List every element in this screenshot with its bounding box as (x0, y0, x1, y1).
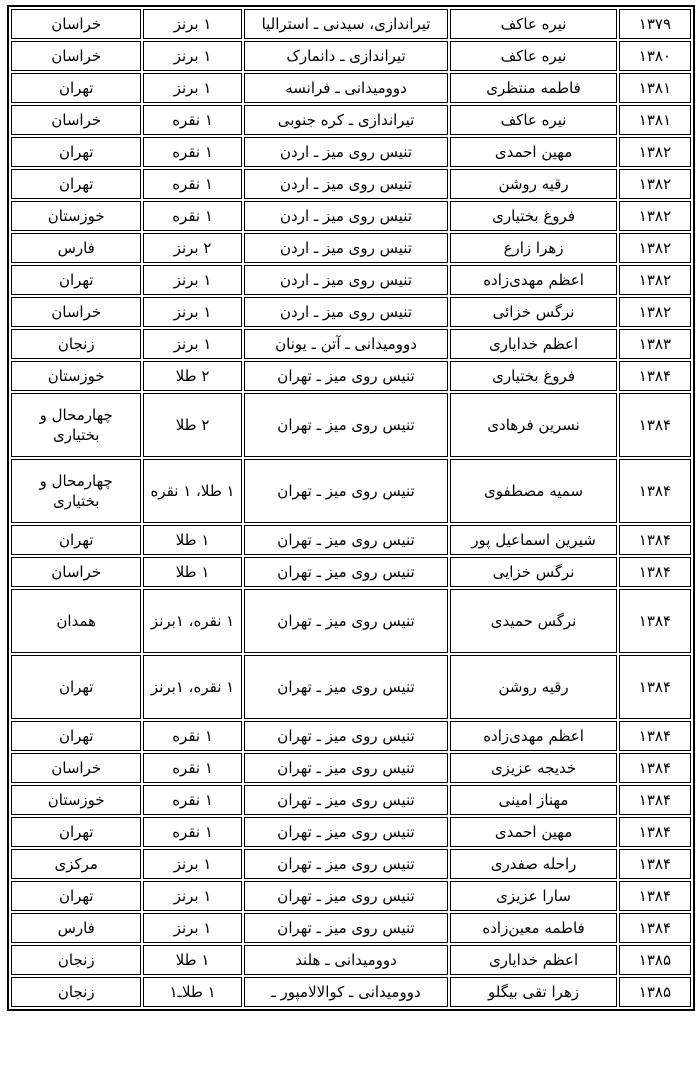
cell-event-location: تنیس روی میز ـ اردن (244, 265, 449, 295)
cell-athlete-name: خدیجه عزیزی (450, 753, 616, 783)
cell-year: ۱۳۸۴ (619, 525, 691, 555)
cell-year: ۱۳۸۴ (619, 721, 691, 751)
athlete-medals-table-body (11, 9, 691, 1007)
table-row (11, 361, 691, 391)
cell-medal: ۱ نقره (143, 721, 241, 751)
table-row (11, 169, 691, 199)
cell-province: تهران (11, 525, 141, 555)
cell-medal: ۱ برنز (143, 41, 241, 71)
cell-athlete-name: فاطمه منتظری (450, 73, 616, 103)
cell-year: ۱۳۸۴ (619, 361, 691, 391)
cell-athlete-name: نیره عاکف (450, 9, 616, 39)
cell-athlete-name: سارا عزیزی (450, 881, 616, 911)
cell-province: تهران (11, 73, 141, 103)
table-row (11, 297, 691, 327)
cell-event-location: تنیس روی میز ـ تهران (244, 913, 449, 943)
cell-province: همدان (11, 589, 141, 653)
cell-province: چهارمحال و بختیاری (11, 459, 141, 523)
cell-medal: ۱ برنز (143, 881, 241, 911)
cell-year: ۱۳۸۵ (619, 945, 691, 975)
cell-year: ۱۳۸۴ (619, 393, 691, 457)
cell-event-location: تنیس روی میز ـ تهران (244, 393, 449, 457)
cell-province: فارس (11, 913, 141, 943)
table-row (11, 525, 691, 555)
cell-medal: ۱ برنز (143, 849, 241, 879)
table-row (11, 201, 691, 231)
table-row (11, 41, 691, 71)
cell-event-location: تنیس روی میز ـ اردن (244, 169, 449, 199)
cell-event-location: تنیس روی میز ـ اردن (244, 137, 449, 167)
cell-event-location: دوومیدانی ـ هلند (244, 945, 449, 975)
cell-year: ۱۳۸۴ (619, 655, 691, 719)
cell-athlete-name: سمیه مصطفوی (450, 459, 616, 523)
cell-year: ۱۳۸۴ (619, 459, 691, 523)
table-row (11, 105, 691, 135)
cell-athlete-name: مهناز امینی (450, 785, 616, 815)
cell-event-location: دوومیدانی ـ کوالالامپور ـ (244, 977, 449, 1007)
table-row (11, 753, 691, 783)
cell-year: ۱۳۸۲ (619, 265, 691, 295)
cell-medal: ۱ طلا (143, 945, 241, 975)
cell-province: فارس (11, 233, 141, 263)
cell-province: تهران (11, 169, 141, 199)
cell-event-location: تنیس روی میز ـ اردن (244, 201, 449, 231)
cell-medal: ۱ نقره (143, 785, 241, 815)
cell-athlete-name: نرگس خزایی (450, 557, 616, 587)
cell-event-location: تنیس روی میز ـ تهران (244, 721, 449, 751)
cell-year: ۱۳۷۹ (619, 9, 691, 39)
table-row (11, 73, 691, 103)
cell-year: ۱۳۸۴ (619, 589, 691, 653)
cell-event-location: تنیس روی میز ـ تهران (244, 361, 449, 391)
cell-year: ۱۳۸۲ (619, 137, 691, 167)
cell-athlete-name: نیره عاکف (450, 41, 616, 71)
table-row (11, 137, 691, 167)
cell-medal: ۱ نقره (143, 201, 241, 231)
cell-medal: ۱ طلا (143, 557, 241, 587)
cell-year: ۱۳۸۲ (619, 297, 691, 327)
cell-province: تهران (11, 137, 141, 167)
cell-athlete-name: اعظم مهدی‌زاده (450, 265, 616, 295)
cell-medal: ۱ برنز (143, 913, 241, 943)
cell-event-location: تنیس روی میز ـ تهران (244, 785, 449, 815)
cell-event-location: تنیس روی میز ـ تهران (244, 817, 449, 847)
cell-event-location: تنیس روی میز ـ تهران (244, 881, 449, 911)
cell-province: تهران (11, 817, 141, 847)
table-row (11, 945, 691, 975)
cell-province: زنجان (11, 329, 141, 359)
cell-athlete-name: مهین احمدی (450, 817, 616, 847)
cell-athlete-name: فاطمه معین‌زاده (450, 913, 616, 943)
table-row (11, 655, 691, 719)
cell-province: خوزستان (11, 785, 141, 815)
cell-year: ۱۳۸۴ (619, 849, 691, 879)
table-row (11, 817, 691, 847)
table-row (11, 721, 691, 751)
cell-medal: ۱ نقره (143, 169, 241, 199)
cell-province: تهران (11, 655, 141, 719)
cell-medal: ۱ برنز (143, 329, 241, 359)
cell-province: خراسان (11, 557, 141, 587)
table-row (11, 329, 691, 359)
table-row (11, 459, 691, 523)
cell-event-location: تنیس روی میز ـ تهران (244, 589, 449, 653)
cell-athlete-name: اعظم مهدی‌زاده (450, 721, 616, 751)
cell-medal: ۱ نقره (143, 817, 241, 847)
table-row (11, 9, 691, 39)
cell-year: ۱۳۸۴ (619, 753, 691, 783)
cell-medal: ۱ برنز (143, 297, 241, 327)
cell-year: ۱۳۸۴ (619, 785, 691, 815)
cell-province: تهران (11, 881, 141, 911)
cell-medal: ۱ طلا، ۱ نقره (143, 459, 241, 523)
cell-athlete-name: اعظم خدایاری (450, 329, 616, 359)
table-row (11, 589, 691, 653)
cell-event-location: تیراندازی، سیدنی ـ استرالیا (244, 9, 449, 39)
cell-medal: ۱ نقره (143, 137, 241, 167)
cell-medal: ۱ برنز (143, 73, 241, 103)
table-row (11, 881, 691, 911)
cell-province: خوزستان (11, 361, 141, 391)
cell-medal: ۲ طلا (143, 393, 241, 457)
table-row (11, 557, 691, 587)
cell-event-location: تنیس روی میز ـ اردن (244, 297, 449, 327)
cell-athlete-name: اعظم خدایاری (450, 945, 616, 975)
cell-year: ۱۳۸۱ (619, 105, 691, 135)
table-row (11, 233, 691, 263)
table-row (11, 849, 691, 879)
cell-athlete-name: فروغ بختیاری (450, 201, 616, 231)
cell-province: تهران (11, 265, 141, 295)
cell-province: زنجان (11, 945, 141, 975)
cell-province: زنجان (11, 977, 141, 1007)
cell-event-location: دوومیدانی ـ آتن ـ یونان (244, 329, 449, 359)
cell-athlete-name: نیره عاکف (450, 105, 616, 135)
cell-event-location: تنیس روی میز ـ تهران (244, 655, 449, 719)
cell-medal: ۱ طلاـ۱ (143, 977, 241, 1007)
cell-event-location: تنیس روی میز ـ اردن (244, 233, 449, 263)
cell-year: ۱۳۸۴ (619, 881, 691, 911)
table-row (11, 977, 691, 1007)
table-row (11, 913, 691, 943)
cell-province: چهارمحال و بختیاری (11, 393, 141, 457)
cell-event-location: تیراندازی ـ کره جنوبی (244, 105, 449, 135)
cell-province: تهران (11, 721, 141, 751)
cell-year: ۱۳۸۵ (619, 977, 691, 1007)
cell-year: ۱۳۸۲ (619, 169, 691, 199)
cell-athlete-name: نسرین فرهادی (450, 393, 616, 457)
cell-province: خوزستان (11, 201, 141, 231)
cell-medal: ۱ طلا (143, 525, 241, 555)
cell-event-location: تنیس روی میز ـ تهران (244, 459, 449, 523)
table-row (11, 785, 691, 815)
cell-province: مرکزی (11, 849, 141, 879)
cell-medal: ۱ نقره (143, 753, 241, 783)
cell-province: خراسان (11, 9, 141, 39)
cell-medal: ۱ برنز (143, 9, 241, 39)
cell-year: ۱۳۸۰ (619, 41, 691, 71)
cell-year: ۱۳۸۲ (619, 233, 691, 263)
cell-medal: ۱ نقره، ۱برنز (143, 589, 241, 653)
cell-medal: ۲ برنز (143, 233, 241, 263)
cell-event-location: تنیس روی میز ـ تهران (244, 753, 449, 783)
cell-event-location: تنیس روی میز ـ تهران (244, 525, 449, 555)
cell-year: ۱۳۸۴ (619, 817, 691, 847)
cell-year: ۱۳۸۴ (619, 557, 691, 587)
cell-year: ۱۳۸۱ (619, 73, 691, 103)
cell-province: خراسان (11, 297, 141, 327)
table-row (11, 265, 691, 295)
cell-year: ۱۳۸۴ (619, 913, 691, 943)
cell-event-location: تنیس روی میز ـ تهران (244, 557, 449, 587)
cell-year: ۱۳۸۳ (619, 329, 691, 359)
cell-event-location: تیراندازی ـ دانمارک (244, 41, 449, 71)
cell-athlete-name: نرگس حمیدی (450, 589, 616, 653)
cell-athlete-name: مهین احمدی (450, 137, 616, 167)
cell-event-location: دوومیدانی ـ فرانسه (244, 73, 449, 103)
cell-athlete-name: رقیه روشن (450, 169, 616, 199)
cell-medal: ۲ طلا (143, 361, 241, 391)
cell-athlete-name: زهرا زارع (450, 233, 616, 263)
cell-year: ۱۳۸۲ (619, 201, 691, 231)
cell-athlete-name: زهرا تقی بیگلو (450, 977, 616, 1007)
cell-province: خراسان (11, 41, 141, 71)
cell-athlete-name: فروغ بختیاری (450, 361, 616, 391)
athlete-medals-table (7, 5, 695, 1011)
table-row (11, 393, 691, 457)
cell-athlete-name: شیرین اسماعیل پور (450, 525, 616, 555)
cell-athlete-name: راحله صفدری (450, 849, 616, 879)
cell-athlete-name: رقیه روشن (450, 655, 616, 719)
cell-event-location: تنیس روی میز ـ تهران (244, 849, 449, 879)
cell-medal: ۱ نقره، ۱برنز (143, 655, 241, 719)
cell-athlete-name: نرگس خزائی (450, 297, 616, 327)
cell-medal: ۱ برنز (143, 265, 241, 295)
cell-province: خراسان (11, 753, 141, 783)
cell-province: خراسان (11, 105, 141, 135)
cell-medal: ۱ نقره (143, 105, 241, 135)
